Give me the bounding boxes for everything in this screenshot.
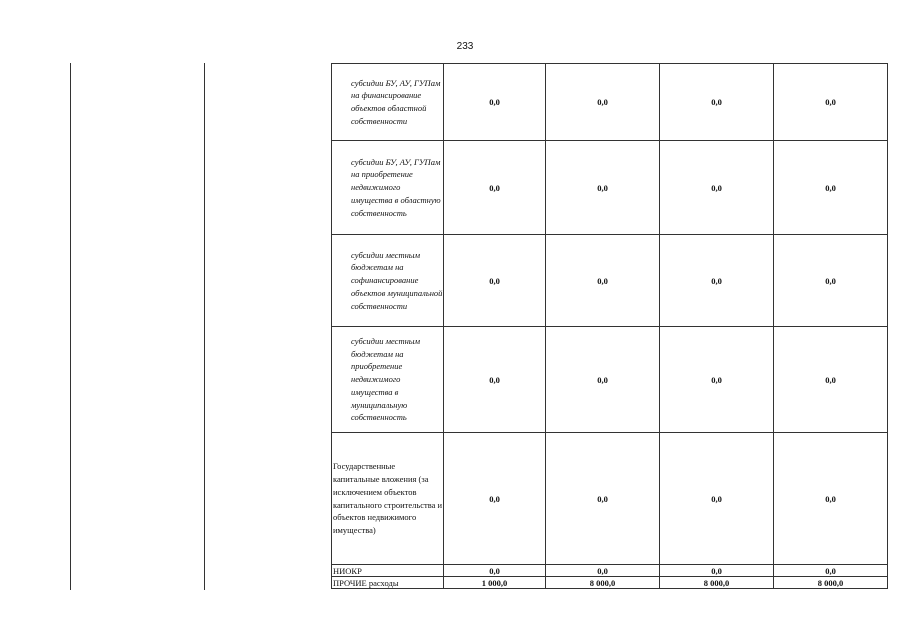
table-row xyxy=(332,433,888,565)
cell-value: 0,0 xyxy=(546,141,660,235)
cell-value: 0,0 xyxy=(444,64,546,141)
row-label: субсидии местным бюджетам на приобретение недвижимого имущества в муниципальную собственность xyxy=(332,327,444,433)
row-label: субсидии БУ, АУ, ГУПам на приобретение недвижимого имущества в областную собственность xyxy=(332,141,444,235)
cell-value: 0,0 xyxy=(774,433,888,565)
cell-value: 0,0 xyxy=(774,565,888,577)
cell-value: 0,0 xyxy=(444,433,546,565)
page-number: 233 xyxy=(456,41,474,52)
cell-value: 0,0 xyxy=(660,565,774,577)
cell-value: 0,0 xyxy=(546,327,660,433)
table-row xyxy=(332,141,888,235)
cell-value: 0,0 xyxy=(660,64,774,141)
cell-value: 0,0 xyxy=(444,565,546,577)
cell-value: 0,0 xyxy=(774,235,888,327)
cell-value: 8 000,0 xyxy=(660,577,774,589)
cell-value: 1 000,0 xyxy=(444,577,546,589)
cell-value: 0,0 xyxy=(660,235,774,327)
row-label: субсидии местным бюджетам на софинансирование объектов муниципальной собственности xyxy=(332,235,444,327)
table-row xyxy=(332,565,888,577)
cell-value: 0,0 xyxy=(774,141,888,235)
cell-value: 0,0 xyxy=(444,327,546,433)
row-label: НИОКР xyxy=(332,565,444,577)
row-label: Государственные капитальные вложения (за исключением объектов капитального строительства и объектов недвижимого имущества) xyxy=(332,433,444,565)
table-row xyxy=(332,327,888,433)
cell-value: 0,0 xyxy=(660,433,774,565)
table-row xyxy=(332,64,888,141)
cell-value: 0,0 xyxy=(546,433,660,565)
cell-value: 0,0 xyxy=(444,235,546,327)
cell-value: 0,0 xyxy=(444,141,546,235)
cell-value: 0,0 xyxy=(546,235,660,327)
table-row xyxy=(332,577,888,589)
left-column-border-2 xyxy=(204,63,205,590)
budget-table xyxy=(331,63,888,589)
cell-value: 0,0 xyxy=(546,64,660,141)
cell-value: 0,0 xyxy=(660,141,774,235)
cell-value: 0,0 xyxy=(660,327,774,433)
row-label: ПРОЧИЕ расходы xyxy=(332,577,444,589)
row-label: субсидии БУ, АУ, ГУПам на финансирование объектов областной собственности xyxy=(332,64,444,141)
cell-value: 8 000,0 xyxy=(774,577,888,589)
cell-value: 8 000,0 xyxy=(546,577,660,589)
cell-value: 0,0 xyxy=(546,565,660,577)
table-row xyxy=(332,235,888,327)
cell-value: 0,0 xyxy=(774,327,888,433)
cell-value: 0,0 xyxy=(774,64,888,141)
left-column-border-1 xyxy=(70,63,71,590)
